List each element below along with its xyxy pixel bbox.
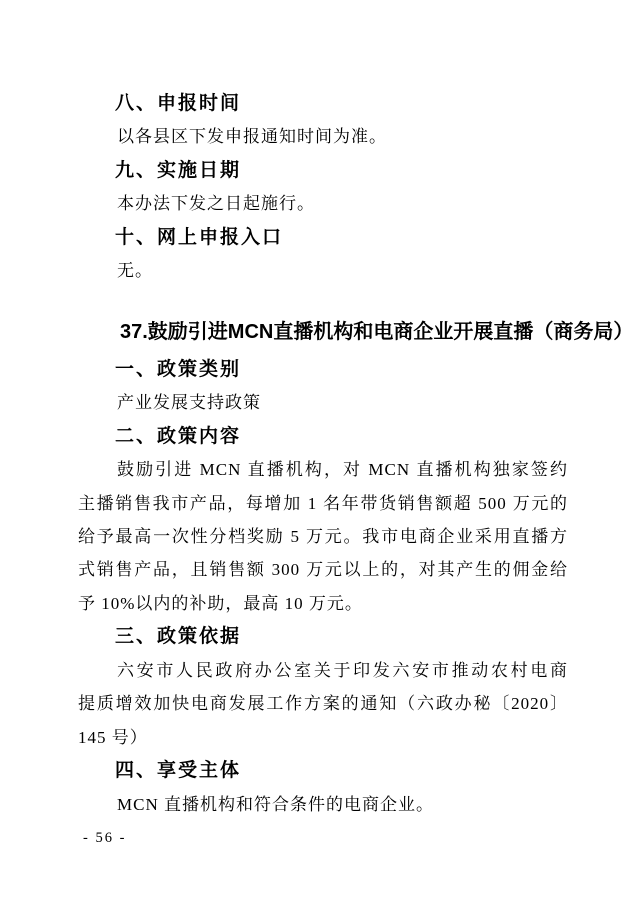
body-line: 提质增效加快电商发展工作方案的通知（六政办秘〔2020〕 — [78, 694, 568, 714]
body-line: 产业发展支持政策 — [117, 393, 261, 413]
body-line: MCN 直播机构和符合条件的电商企业。 — [117, 794, 434, 814]
body-line: 主播销售我市产品，每增加 1 名年带货销售额超 500 万元的 — [78, 493, 568, 513]
policy-title: 37.鼓励引进MCN直播机构和电商企业开展直播（商务局） — [120, 320, 634, 343]
body-line: 本办法下发之日起施行。 — [117, 194, 315, 214]
page-number: - 56 - — [83, 830, 127, 846]
body-line: 予 10%以内的补助，最高 10 万元。 — [78, 593, 363, 613]
body-line: 以各县区下发申报通知时间为准。 — [117, 127, 387, 147]
body-line: 给予最高一次性分档奖励 5 万元。我市电商企业采用直播方 — [78, 526, 568, 546]
section-heading-policy-basis: 三、政策依据 — [115, 626, 242, 648]
body-line: 145 号） — [78, 727, 148, 747]
body-line: 式销售产品，且销售额 300 万元以上的，对其产生的佣金给 — [78, 560, 568, 580]
section-heading-beneficiaries: 四、享受主体 — [115, 760, 242, 782]
section-heading-online-entry: 十、网上申报入口 — [115, 226, 284, 248]
body-line: 无。 — [117, 261, 153, 281]
body-line: 六安市人民政府办公室关于印发六安市推动农村电商 — [117, 660, 568, 680]
section-heading-application-time: 八、申报时间 — [115, 93, 242, 114]
body-line: 鼓励引进 MCN 直播机构，对 MCN 直播机构独家签约 — [117, 460, 568, 480]
section-heading-policy-category: 一、政策类别 — [115, 358, 242, 380]
section-heading-implementation-date: 九、实施日期 — [115, 159, 242, 181]
section-heading-policy-content: 二、政策内容 — [115, 425, 242, 447]
